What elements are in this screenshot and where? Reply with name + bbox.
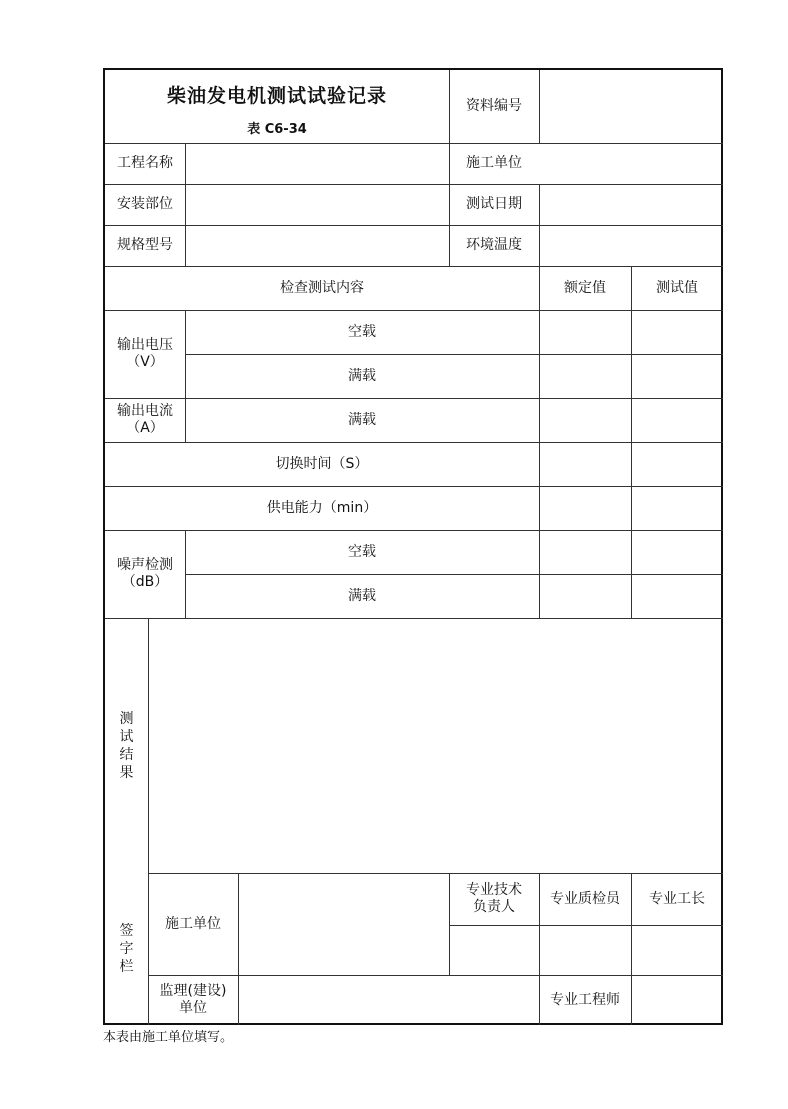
construction-unit-value[interactable]	[539, 143, 723, 184]
noise-no-load: 空载	[348, 543, 376, 560]
content-header: 检查测试内容	[280, 279, 364, 296]
tech-lead-signature[interactable]	[449, 925, 539, 975]
noise-full-load: 满载	[348, 587, 376, 604]
noise-no-load-measured[interactable]	[631, 530, 723, 574]
foreman-label: 专业工长	[649, 890, 705, 907]
test-result-value[interactable]	[148, 618, 723, 873]
noise-no-load-rated[interactable]	[539, 530, 631, 574]
model-spec-value[interactable]	[185, 225, 449, 266]
measured-header: 测试值	[656, 279, 698, 296]
supply-capacity-measured[interactable]	[631, 486, 723, 530]
test-result-label: 测 试 结 果	[119, 710, 134, 781]
current-label: 输出电流 （A）	[117, 403, 173, 436]
engineer-label: 专业工程师	[550, 991, 620, 1008]
sig-construction-unit-value[interactable]	[238, 873, 449, 975]
form-title: 柴油发电机测试试验记录	[166, 84, 387, 107]
quality-inspector-label: 专业质检员	[550, 890, 620, 907]
current-full-load-measured[interactable]	[631, 398, 723, 442]
current-full-load-rated[interactable]	[539, 398, 631, 442]
ambient-temp-label: 环境温度	[466, 237, 522, 253]
switch-time-measured[interactable]	[631, 442, 723, 486]
noise-label: 噪声检测 （dB）	[117, 557, 173, 590]
test-date-label: 测试日期	[466, 196, 522, 212]
voltage-no-load-measured[interactable]	[631, 310, 723, 354]
project-name-label: 工程名称	[117, 155, 173, 171]
construction-unit-label: 施工单位	[466, 155, 522, 171]
install-location-label: 安装部位	[117, 196, 173, 212]
voltage-no-load-rated[interactable]	[539, 310, 631, 354]
install-location-value[interactable]	[185, 184, 449, 225]
noise-full-load-measured[interactable]	[631, 574, 723, 618]
test-date-value[interactable]	[539, 184, 723, 225]
form-table	[103, 68, 723, 1025]
footnote: 本表由施工单位填写。	[103, 1030, 234, 1045]
supervision-unit-value[interactable]	[238, 975, 539, 1025]
quality-inspector-signature[interactable]	[539, 925, 631, 975]
current-full-load: 满载	[348, 411, 376, 428]
signature-label: 签 字 栏	[119, 923, 134, 975]
model-spec-label: 规格型号	[117, 237, 173, 253]
voltage-full-load-rated[interactable]	[539, 354, 631, 398]
voltage-label: 输出电压 （V）	[117, 337, 173, 370]
tech-lead-label: 专业技术 负责人	[466, 882, 522, 915]
supply-capacity-label: 供电能力（min）	[266, 499, 378, 516]
supply-capacity-rated[interactable]	[539, 486, 631, 530]
supervision-unit-label: 监理(建设) 单位	[159, 983, 227, 1016]
engineer-signature[interactable]	[631, 975, 723, 1025]
form-code: 表 C6-34	[247, 121, 307, 137]
voltage-full-load: 满载	[348, 367, 376, 384]
ambient-temp-value[interactable]	[539, 225, 723, 266]
archive-no-label: 资料编号	[466, 98, 522, 114]
voltage-no-load: 空载	[348, 323, 376, 340]
switch-time-rated[interactable]	[539, 442, 631, 486]
sig-construction-unit-label: 施工单位	[165, 915, 221, 932]
switch-time-label: 切换时间（S）	[275, 455, 369, 472]
voltage-full-load-measured[interactable]	[631, 354, 723, 398]
foreman-signature[interactable]	[631, 925, 723, 975]
rated-header: 额定值	[564, 279, 606, 296]
project-name-value[interactable]	[185, 143, 449, 184]
noise-full-load-rated[interactable]	[539, 574, 631, 618]
archive-no-value[interactable]	[539, 70, 723, 143]
